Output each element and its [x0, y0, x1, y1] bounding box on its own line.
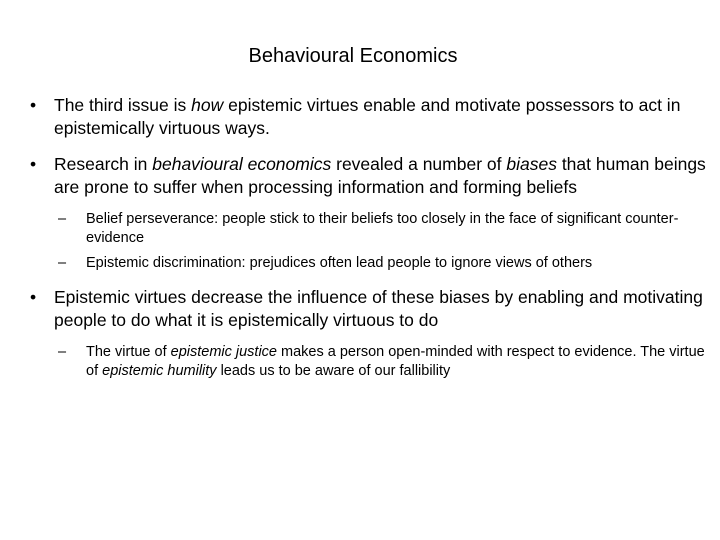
text-segment: The third issue is [54, 95, 192, 115]
text-segment: Epistemic virtues decrease the influence of these biases by enabling and motivating people to do what it is epistemically virtuous to do [54, 287, 703, 330]
sub-bullet-item [58, 254, 710, 273]
emphasized-text: how [191, 95, 224, 115]
sub-bullet-marker: – [58, 344, 67, 360]
sub-bullet-item [58, 210, 710, 248]
bullet-marker: • [30, 95, 37, 115]
text-segment: Belief perseverance: people stick to their beliefs too closely in the face of significant counter-evidence [86, 211, 679, 246]
sub-bullet-list [58, 343, 710, 381]
emphasized-text: epistemic humility [102, 363, 217, 379]
emphasized-text: epistemic justice [170, 344, 277, 360]
bullet-marker: • [30, 154, 37, 174]
sub-bullet-text [86, 343, 710, 381]
text-segment: epistemic virtues enable and motivate possessors to act in epistemically virtuous ways. [54, 95, 681, 138]
sub-bullet-text [86, 210, 710, 248]
sub-bullet-text [86, 254, 710, 273]
emphasized-text: biases [506, 154, 557, 174]
bullet-item [30, 153, 710, 273]
text-segment: makes a person open-minded with respect to evidence. The virtue of [86, 344, 705, 379]
text-segment: Epistemic discrimination: prejudices often lead people to ignore views of others [86, 255, 593, 271]
text-segment: revealed a number of [331, 154, 507, 174]
bullet-marker: • [30, 287, 37, 307]
sub-bullet-item [58, 343, 710, 381]
bullet-item [30, 286, 710, 381]
text-segment: The virtue of [86, 344, 171, 360]
bullet-text [54, 94, 710, 140]
slide-title: Behavioural Economics [248, 45, 458, 67]
sub-bullet-marker: – [58, 255, 67, 271]
text-segment: Research in [54, 154, 153, 174]
bullet-list [30, 94, 710, 394]
bullet-item [30, 94, 710, 140]
sub-bullet-marker: – [58, 211, 67, 227]
sub-bullet-list [58, 210, 710, 273]
text-segment: that human beings are prone to suffer when processing information and forming beliefs [54, 154, 706, 197]
text-segment: leads us to be aware of our fallibility [216, 363, 451, 379]
bullet-text [54, 286, 710, 332]
emphasized-text: behavioural economics [152, 154, 332, 174]
bullet-text [54, 153, 710, 199]
